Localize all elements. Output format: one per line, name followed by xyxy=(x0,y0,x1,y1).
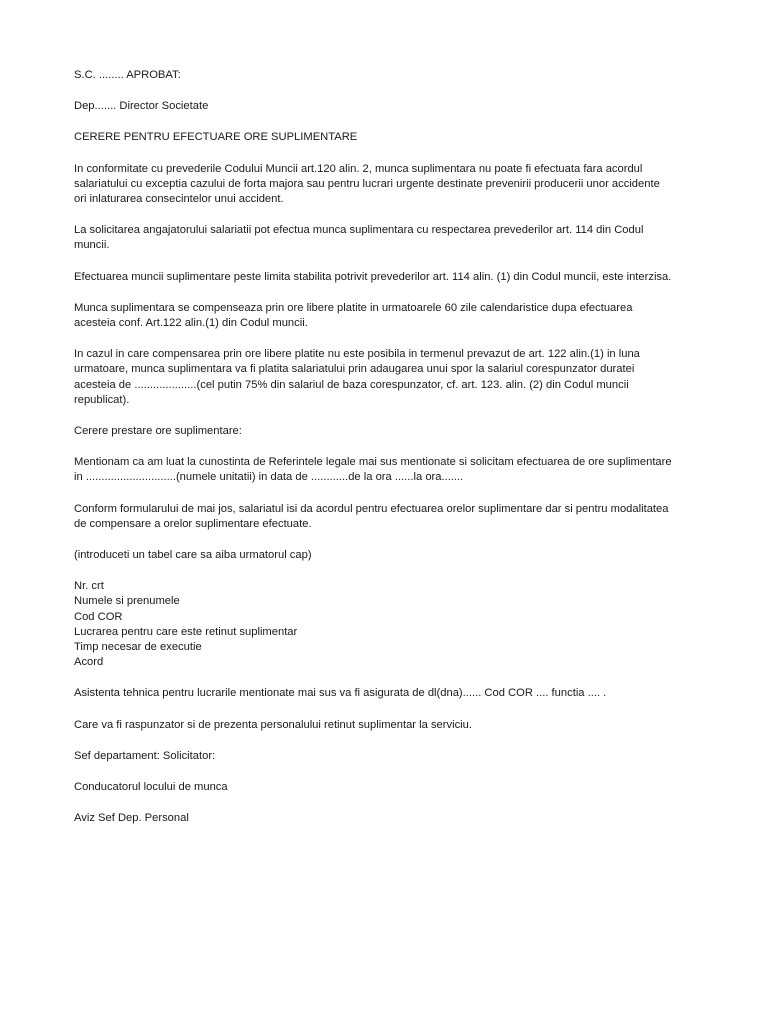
hr-approval: Aviz Sef Dep. Personal xyxy=(74,812,189,825)
paragraph-line: republicat). xyxy=(74,393,130,406)
table-header-list xyxy=(74,579,734,670)
list-item: Numele si prenumele xyxy=(74,595,180,608)
list-item: Acord xyxy=(74,656,104,669)
paragraph-line: ori inlaturarea consecintelor unui accident. xyxy=(74,193,284,206)
paragraph-assistance: Asistenta tehnica pentru lucrarile mentionate mai sus va fi asigurata de dl(dna)...... Cod COR .... functia .... . xyxy=(74,687,607,700)
paragraph-legal-basis xyxy=(74,162,734,208)
paragraph-line: acesteia de ....................(cel putin 75% din salariul de baza corespunzator, cf. art. 123. alin. (2) din Codul muncii xyxy=(74,378,629,391)
workplace-lead: Conducatorul locului de munca xyxy=(74,781,228,794)
paragraph-line: muncii. xyxy=(74,239,110,252)
paragraph-line: urmatoare, munca suplimentara va fi platita salariatului prin adaugarea unui spor la salariul corespunzator duratei xyxy=(74,363,635,376)
paragraph-line: Mentionam ca am luat la cunostinta de Referintele legale mai sus mentionate si solicitam efectuarea de ore suplimentare xyxy=(74,456,672,469)
paragraph-line: acesteia conf. Art.122 alin.(1) din Codul muncii. xyxy=(74,317,308,330)
paragraph-request-details xyxy=(74,455,734,485)
paragraph-line: La solicitarea angajatorului salariatii pot efectua munca suplimentara cu respectarea prevederilor art. 114 din Codul xyxy=(74,224,644,237)
table-note: (introduceti un tabel care sa aiba urmatorul cap) xyxy=(74,549,312,562)
paragraph-line: Munca suplimentara se compenseaza prin ore libere platite in urmatoarele 60 zile calendaristice dupa efectuarea xyxy=(74,301,633,314)
header-company: S.C. ........ APROBAT: xyxy=(74,69,181,81)
document-title: CERERE PENTRU EFECTUARE ORE SUPLIMENTARE xyxy=(74,131,358,144)
paragraph-line: in .............................(numele unitatii) in data de ............de la ora ......la ora....... xyxy=(74,471,464,484)
signature-line: Sef departament: Solicitator: xyxy=(74,749,216,762)
paragraph-line: In cazul in care compensarea prin ore libere platite nu este posibila in termenul prevazut de art. 122 alin.(1) in luna xyxy=(74,348,640,361)
document-page xyxy=(74,68,734,827)
list-item: Lucrarea pentru care este retinut suplimentar xyxy=(74,625,298,638)
list-item: Cod COR xyxy=(74,610,123,623)
paragraph-compensation xyxy=(74,301,734,331)
paragraph-agreement xyxy=(74,502,734,532)
header-department: Dep....... Director Societate xyxy=(74,100,209,113)
paragraph-line: de compensare a orelor suplimentare efectuate. xyxy=(74,517,312,530)
paragraph-line: In conformitate cu prevederile Codului Muncii art.120 alin. 2, munca suplimentara nu poate fi efectuata fara acordul xyxy=(74,162,643,175)
paragraph-limit: Efectuarea muncii suplimentare peste limita stabilita potrivit prevederilor art. 114 alin. (1) din Codul muncii, este interzisa. xyxy=(74,270,672,283)
paragraph-line: Conform formularului de mai jos, salariatul isi da acordul pentru efectuarea orelor suplimentare dar si pentru modalitatea xyxy=(74,502,669,515)
paragraph-employer-request xyxy=(74,223,734,253)
list-item: Timp necesar de executie xyxy=(74,641,202,654)
paragraph-payment xyxy=(74,347,734,408)
paragraph-line: salariatului cu exceptia cazului de forta majora sau pentru lucrari urgente destinate prevenirii producerii unor accidente xyxy=(74,177,660,190)
paragraph-responsible: Care va fi raspunzator si de prezenta personalului retinut suplimentar la serviciu. xyxy=(74,718,472,731)
list-item: Nr. crt xyxy=(74,580,104,593)
request-heading: Cerere prestare ore suplimentare: xyxy=(74,425,242,438)
